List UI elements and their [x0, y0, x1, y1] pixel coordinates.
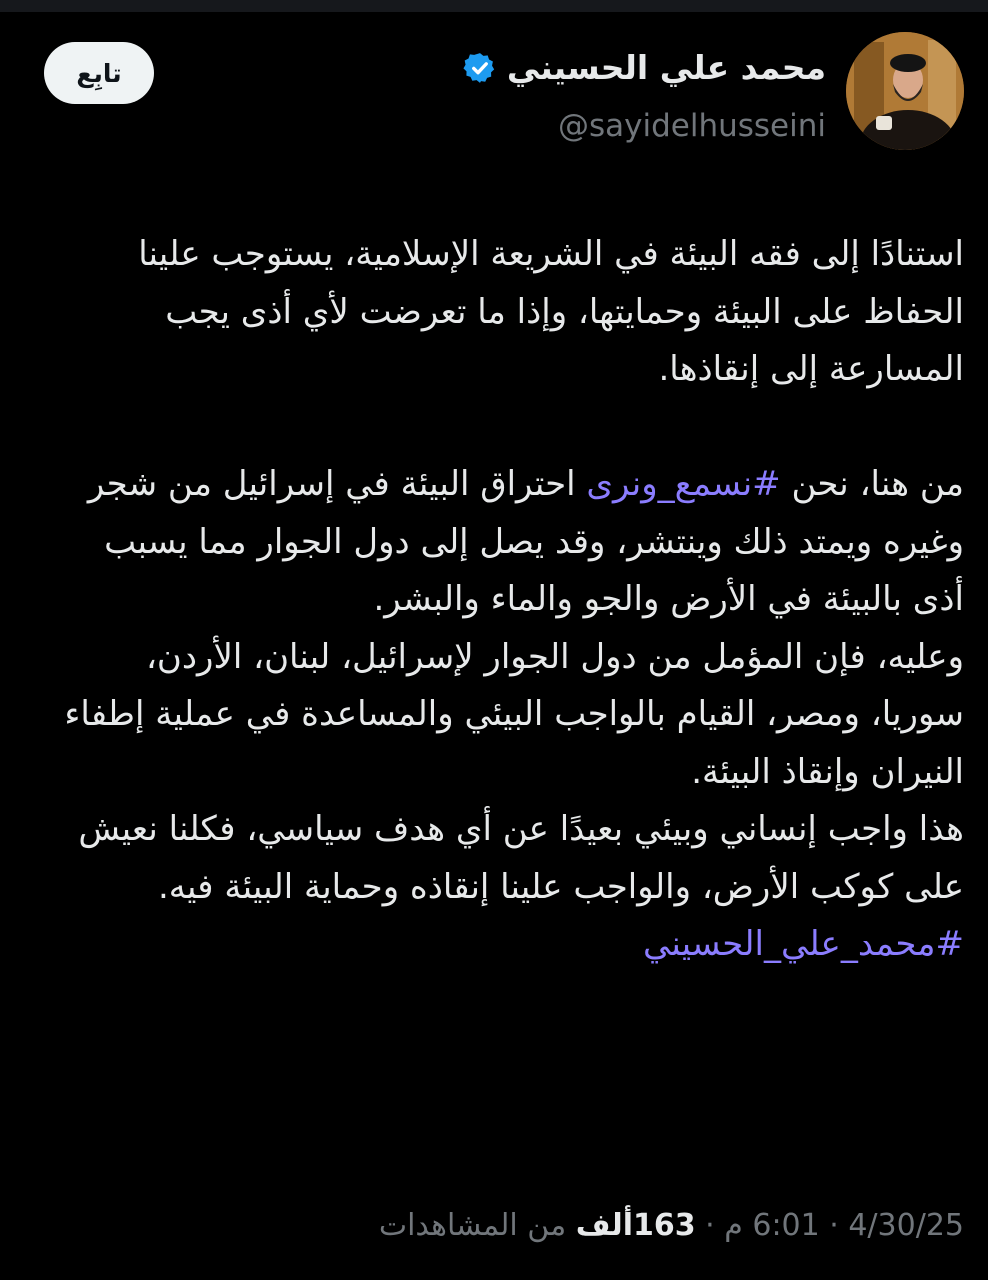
paragraph-spacer	[48, 399, 964, 457]
author-handle[interactable]: @sayidelhusseini	[557, 108, 826, 144]
tweet-date[interactable]: 4/30/25	[848, 1208, 964, 1243]
tweet-card	[0, 12, 988, 1280]
avatar-portrait-icon	[846, 32, 964, 150]
tweet-time[interactable]: 6:01 م	[724, 1208, 820, 1243]
tweet-paragraph-1: استنادًا إلى فقه البيئة في الشريعة الإسلامية، يستوجب علينا الحفاظ على البيئة وحمايتها، وإذا ما تعرضت لأي أذى يجب المسارعة إلى إنقاذها.	[138, 234, 964, 389]
views-count: 163ألف	[575, 1208, 696, 1243]
top-strip	[0, 0, 988, 12]
paragraph-2-suffix: احتراق البيئة في إسرائيل من شجر وغيره ويمتد ذلك وينتشر، وقد يصل إلى دول الجوار مما يسبب أذى بالبيئة في الأرض والجو والماء والبشر.	[87, 464, 964, 619]
author-display-name[interactable]: محمد علي الحسيني	[506, 48, 826, 87]
tweet-hashtag-line	[48, 916, 964, 974]
meta-separator: ·	[819, 1208, 849, 1243]
tweet-paragraph-3: وعليه، فإن المؤمل من دول الجوار لإسرائيل، لبنان، الأردن، سوريا، ومصر، القيام بالواجب البيئي والمساعدة في عملية إطفاء النيران وإنقاذ البيئة.	[64, 636, 964, 792]
views-label: من المشاهدات	[378, 1208, 576, 1243]
tweet-paragraph-2	[48, 456, 964, 629]
verified-badge-icon	[463, 51, 497, 85]
author-name-row	[463, 48, 826, 87]
author-avatar[interactable]	[846, 32, 964, 150]
tweet-meta	[379, 1208, 964, 1243]
tweet-paragraph-4: هذا واجب إنساني وبيئي بعيدًا عن أي هدف سياسي، فكلنا نعيش على كوكب الأرض، والواجب علينا إنقاذه وحماية البيئة فيه.	[78, 809, 964, 907]
follow-button[interactable]: تابِع	[44, 42, 154, 104]
tweet-text	[48, 226, 964, 974]
meta-separator: ·	[695, 1208, 725, 1243]
paragraph-2-prefix: من هنا، نحن	[780, 464, 964, 504]
hashtag-link-nasmaa-wanara[interactable]: #نسمع_ونرى	[586, 464, 781, 504]
tweet-header	[0, 12, 988, 162]
hashtag-link-author-name[interactable]: #محمد_علي_الحسيني	[643, 924, 964, 964]
